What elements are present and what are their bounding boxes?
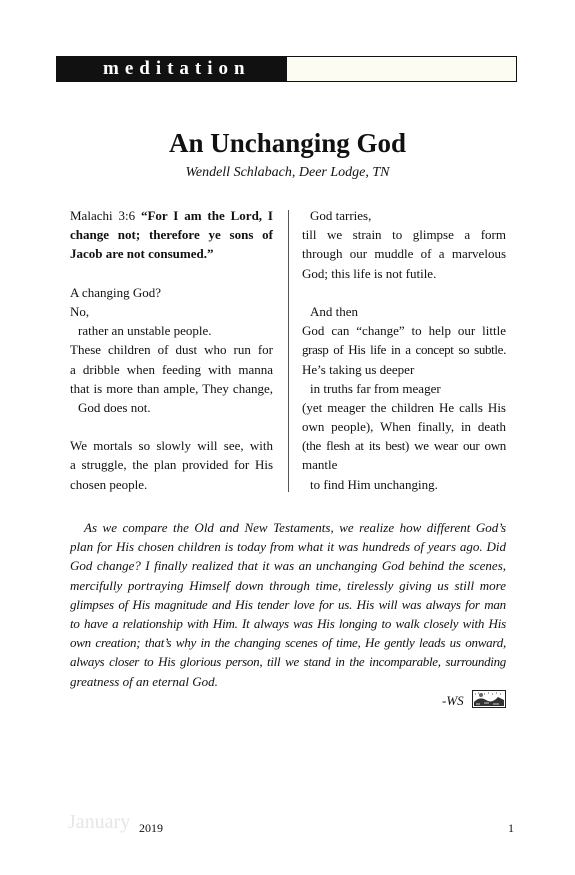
verse-reference: Malachi 3:6 bbox=[70, 208, 136, 223]
stanza-break bbox=[302, 283, 506, 302]
article-byline: Wendell Schlabach, Deer Lodge, TN bbox=[185, 165, 390, 180]
author-initials: -WS bbox=[442, 693, 464, 708]
stanza-break bbox=[70, 264, 273, 283]
reflection-line: plan for His chosen children is today from what it was hundreds of years ago. Did bbox=[70, 539, 506, 555]
author-signoff bbox=[420, 690, 506, 710]
poem-line: And then bbox=[310, 303, 359, 319]
poem-right-column bbox=[302, 206, 506, 494]
poem-line: that is more than ample, They change, bbox=[70, 380, 273, 396]
verse-line bbox=[70, 206, 273, 225]
poem-line: He’s taking us deeper bbox=[302, 361, 415, 377]
reflection-line: As we compare the Old and New Testaments, we realize how different God’s bbox=[84, 520, 506, 535]
section-header-bar bbox=[56, 56, 517, 82]
poem-line: grasp of His life in a concept so subtle. bbox=[302, 342, 506, 358]
reflection-line: God change? I finally realized that it was an unchanging God behind the scenes, bbox=[70, 558, 506, 574]
verse-text: “For I am the Lord, I bbox=[140, 208, 273, 223]
poem-line: God; this life is not futile. bbox=[302, 265, 437, 281]
poem-line: A changing God? bbox=[70, 284, 161, 300]
poem-line: (the flesh at its best) we wear our own bbox=[302, 438, 506, 454]
poem-line: No, bbox=[70, 303, 90, 319]
section-label: meditation bbox=[57, 57, 287, 81]
poem-line: These children of dust who run for bbox=[70, 342, 273, 358]
poem-line: God does not. bbox=[78, 399, 151, 415]
reflection-paragraph bbox=[70, 518, 506, 691]
poem-line: through our muddle of a marvelous bbox=[302, 246, 506, 262]
poem-line: We mortals so slowly will see, with bbox=[70, 438, 273, 454]
poem-line: own people), When finally, in death bbox=[302, 419, 506, 435]
poem-line: a dribble when feeding with manna bbox=[70, 361, 273, 377]
landscape-emblem-icon bbox=[472, 690, 506, 708]
poem-line: (yet meager the children He calls His bbox=[302, 399, 506, 415]
page-number: 1 bbox=[508, 821, 514, 835]
poem-line: to find Him unchanging. bbox=[310, 476, 438, 492]
poem-left-column bbox=[70, 206, 273, 494]
verse-text: change not; therefore ye sons of bbox=[70, 227, 273, 243]
poem-line: till we strain to glimpse a form bbox=[302, 227, 506, 243]
poem-line: mantle bbox=[302, 457, 338, 473]
poem-line: God can “change” to help our little bbox=[302, 323, 506, 339]
poem-line: in truths far from meager bbox=[310, 380, 441, 396]
footer-month: January bbox=[68, 811, 131, 833]
reflection-line: mercifully portraying Himself down through time, tirelessly giving us still more bbox=[70, 577, 506, 593]
poem-line: a struggle, the plan provided for His bbox=[70, 457, 273, 473]
reflection-line: to have a relationship with Him. It always was His longing to walk closely with His bbox=[70, 615, 506, 631]
stanza-break bbox=[70, 417, 273, 436]
reflection-line: greatness of an eternal God. bbox=[70, 673, 218, 689]
column-divider bbox=[288, 210, 289, 492]
poem-line: chosen people. bbox=[70, 476, 148, 492]
reflection-line: own creation; that’s why in the changing scenes of time, He gently leads us onward, bbox=[70, 635, 506, 651]
poem-line: rather an unstable people. bbox=[78, 323, 212, 339]
poem-line: God tarries, bbox=[310, 208, 372, 223]
reflection-line: always closer to His glorious person, till we stand in the incomparable, surrounding bbox=[70, 654, 506, 670]
reflection-line: glimpses of His magnitude and His tender love for us. His will was always for man bbox=[70, 596, 506, 612]
footer-year: 2019 bbox=[139, 821, 163, 835]
verse-text: Jacob are not consumed.” bbox=[70, 246, 214, 262]
article-title: An Unchanging God bbox=[168, 128, 407, 158]
